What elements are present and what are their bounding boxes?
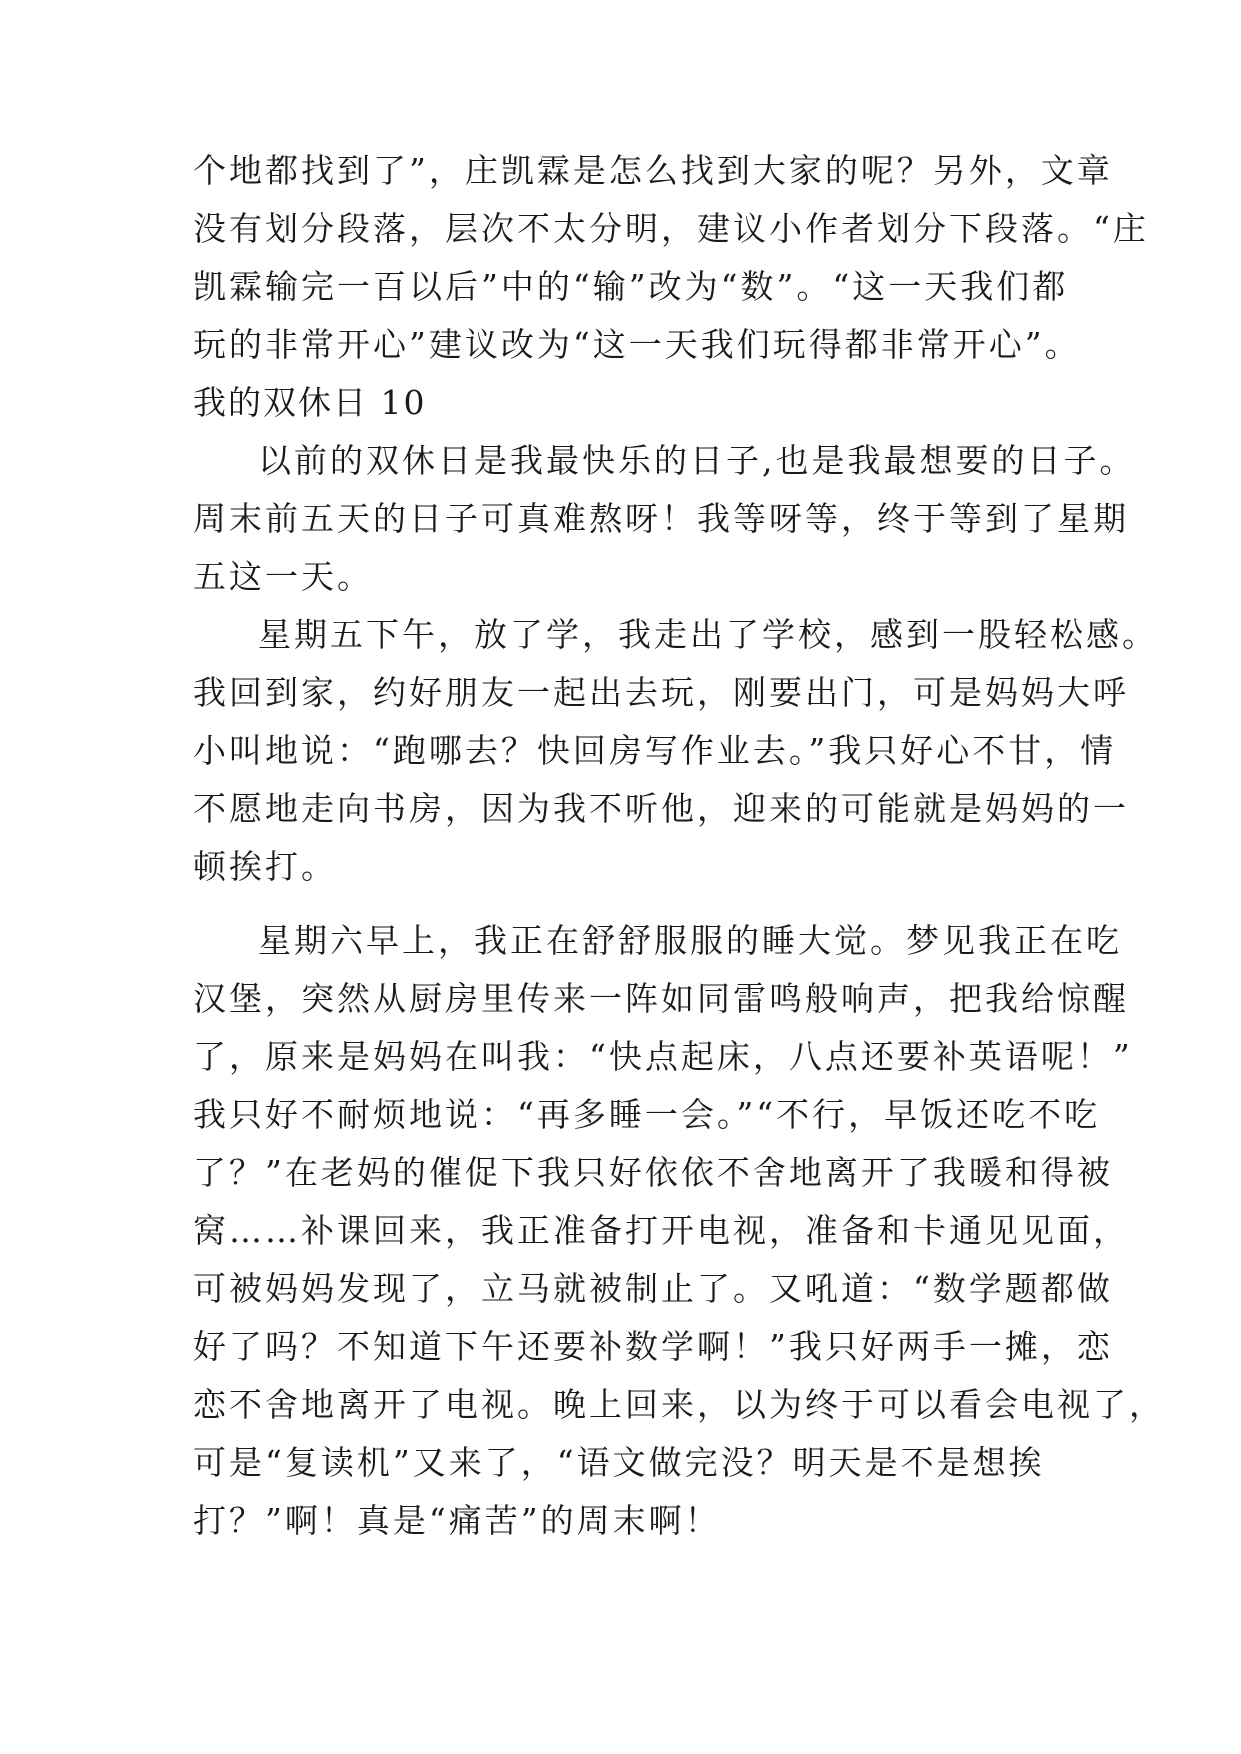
text-line: 以前的双休日是我最快乐的日子,也是我最想要的日子。 xyxy=(258,441,1136,480)
text-line: 了？”在老妈的催促下我只好依依不舍地离开了我暖和得被 xyxy=(193,1153,1113,1192)
section-title: 我的双休日 10 xyxy=(193,383,427,422)
text-line: 小叫地说：“跑哪去？快回房写作业去。”我只好心不甘，情 xyxy=(193,731,1117,770)
text-line: 个地都找到了”，庄凯霖是怎么找到大家的呢？另外，文章 xyxy=(193,151,1113,190)
text-line: 顿挨打。 xyxy=(193,847,337,886)
text-line: 可被妈妈发现了，立马就被制止了。又吼道：“数学题都做 xyxy=(193,1269,1113,1308)
text-line: 周末前五天的日子可真难熬呀！我等呀等，终于等到了星期 xyxy=(193,499,1129,538)
text-line: 凯霖输完一百以后”中的“输”改为“数”。“这一天我们都 xyxy=(193,267,1069,306)
text-line: 星期五下午，放了学，我走出了学校，感到一股轻松感。 xyxy=(258,615,1158,654)
text-line: 没有划分段落，层次不太分明，建议小作者划分下段落。“庄 xyxy=(193,209,1149,248)
text-line: 不愿地走向书房，因为我不听他，迎来的可能就是妈妈的一 xyxy=(193,789,1129,828)
text-line: 了，原来是妈妈在叫我：“快点起床，八点还要补英语呢！” xyxy=(193,1037,1133,1076)
text-line: 可是“复读机”又来了，“语文做完没？明天是不是想挨 xyxy=(193,1443,1045,1482)
text-line: 好了吗？不知道下午还要补数学啊！”我只好两手一摊，恋 xyxy=(193,1327,1113,1366)
text-line: 窝……补课回来，我正准备打开电视，准备和卡通见见面， xyxy=(193,1211,1129,1250)
text-line: 汉堡，突然从厨房里传来一阵如同雷鸣般响声，把我给惊醒 xyxy=(193,979,1129,1018)
text-line: 星期六早上，我正在舒舒服服的睡大觉。梦见我正在吃 xyxy=(258,921,1122,960)
text-line: 我回到家，约好朋友一起出去玩，刚要出门，可是妈妈大呼 xyxy=(193,673,1129,712)
text-line: 恋不舍地离开了电视。晚上回来，以为终于可以看会电视了， xyxy=(193,1385,1165,1424)
text-line: 打？”啊！真是“痛苦”的周末啊！ xyxy=(193,1501,721,1540)
text-line: 玩的非常开心”建议改为“这一天我们玩得都非常开心”。 xyxy=(193,325,1081,364)
text-line: 我只好不耐烦地说：“再多睡一会。”“不行，早饭还吃不吃 xyxy=(193,1095,1101,1134)
text-line: 五这一天。 xyxy=(193,557,373,596)
